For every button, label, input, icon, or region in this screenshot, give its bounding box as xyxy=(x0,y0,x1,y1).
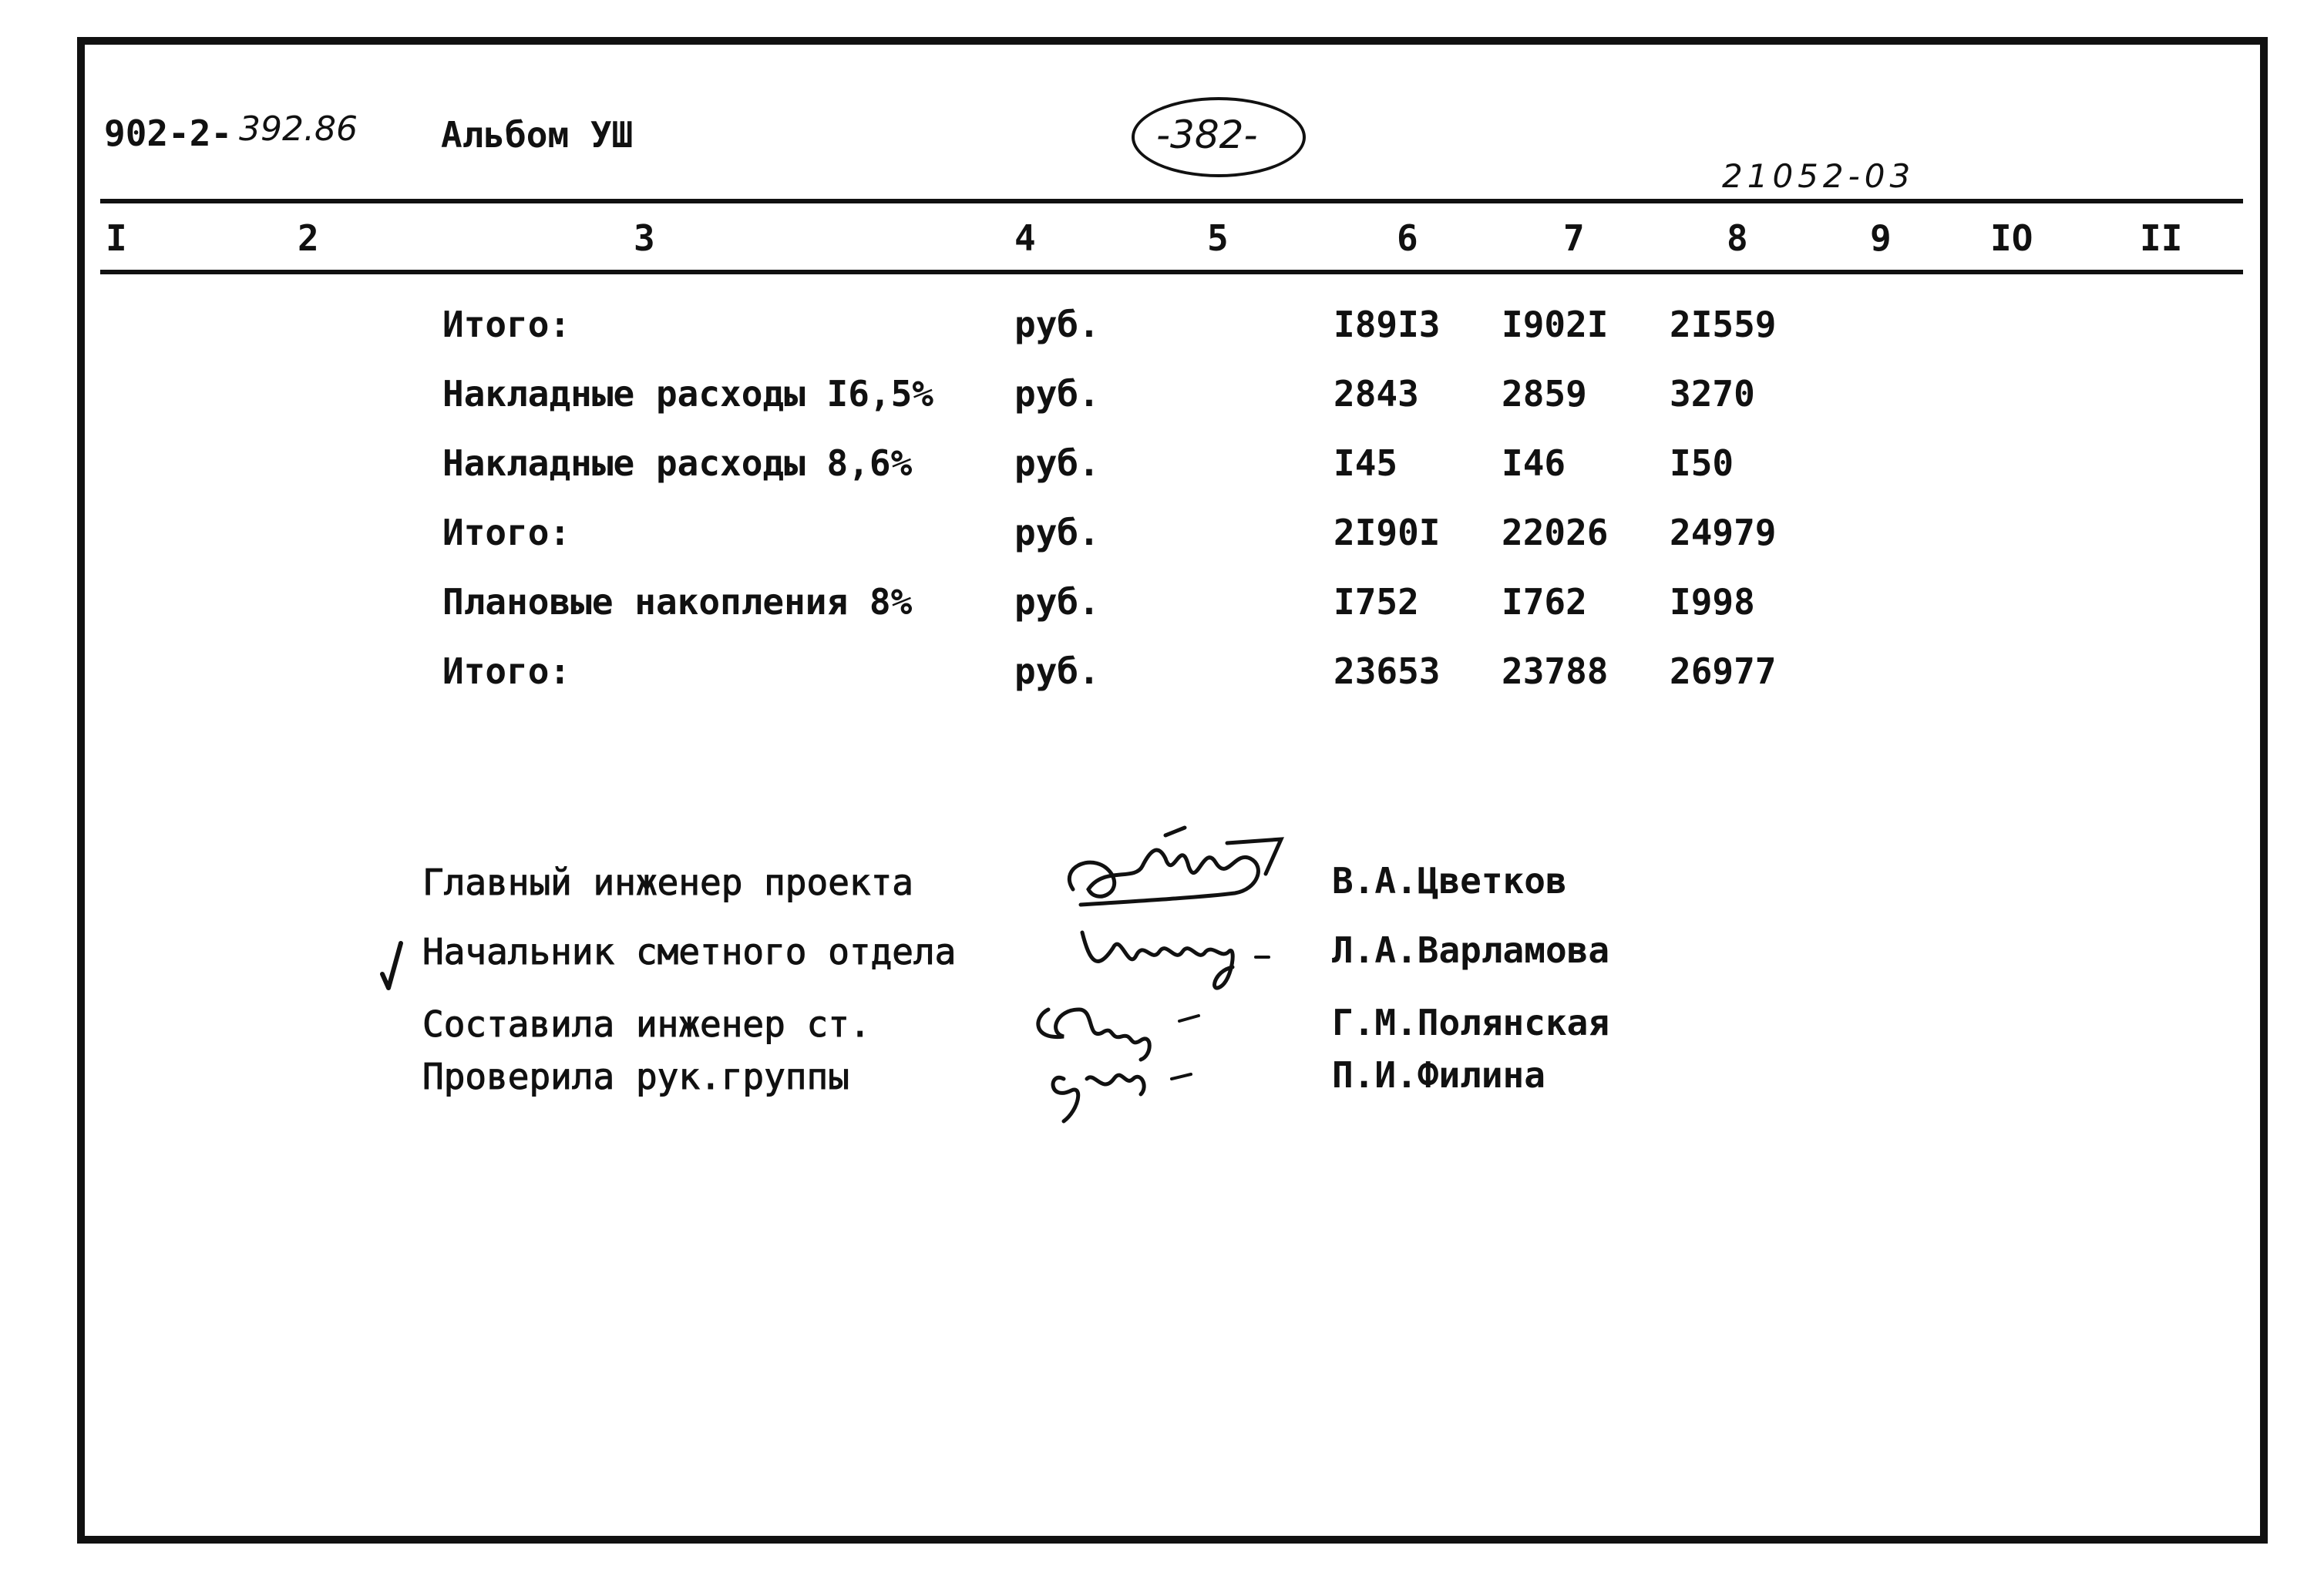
doc-prefix: 902-2- xyxy=(104,113,233,154)
column-header: 7 xyxy=(1563,217,1585,259)
column-header: I xyxy=(106,217,127,259)
signature-person: П.И.Филина xyxy=(1332,1054,1545,1096)
column-header: 2 xyxy=(298,217,319,259)
signature-scribble-icon xyxy=(1017,994,1264,1125)
column-header: 8 xyxy=(1727,217,1748,259)
column-header: 6 xyxy=(1397,217,1418,259)
row-unit: руб. xyxy=(1014,442,1100,484)
row-col7: I762 xyxy=(1502,581,1587,623)
row-label: Итого: xyxy=(442,512,571,553)
signature-scribble-icon xyxy=(1067,917,1290,1002)
signature-person: В.А.Цветков xyxy=(1332,860,1567,902)
album-label: Альбом УШ xyxy=(441,114,634,156)
doc-hand-number: 392.86 xyxy=(239,109,358,149)
row-col6: I89I3 xyxy=(1334,304,1441,345)
row-label: Накладные расходы I6,5% xyxy=(442,373,933,415)
row-unit: руб. xyxy=(1014,512,1100,553)
row-col7: I902I xyxy=(1502,304,1609,345)
row-unit: руб. xyxy=(1014,373,1100,415)
row-col8: 26977 xyxy=(1670,650,1777,692)
row-label: Плановые накопления 8% xyxy=(442,581,913,623)
signature-person: Г.М.Полянская xyxy=(1332,1002,1610,1043)
row-unit: руб. xyxy=(1014,650,1100,692)
row-col8: 2I559 xyxy=(1670,304,1777,345)
row-unit: руб. xyxy=(1014,304,1100,345)
row-label: Накладные расходы 8,6% xyxy=(442,442,913,484)
row-label: Итого: xyxy=(442,304,571,345)
row-col6: 23653 xyxy=(1334,650,1441,692)
row-unit: руб. xyxy=(1014,581,1100,623)
signature-role: Проверила рук.группы xyxy=(422,1056,849,1097)
signature-person: Л.А.Варламова xyxy=(1332,929,1610,971)
row-col8: I998 xyxy=(1670,581,1755,623)
row-col6: 2I90I xyxy=(1334,512,1441,553)
column-header: II xyxy=(2140,217,2183,259)
code-hand: 21052-03 xyxy=(1722,157,1915,195)
signature-role: Начальник сметного отдела xyxy=(422,931,957,973)
column-header: 9 xyxy=(1870,217,1892,259)
column-header: 5 xyxy=(1207,217,1229,259)
row-col7: 23788 xyxy=(1502,650,1609,692)
page-stamp-number: -382- xyxy=(1156,113,1258,157)
header-bottom-rule xyxy=(100,270,2243,274)
row-col8: 24979 xyxy=(1670,512,1777,553)
row-col6: 2843 xyxy=(1334,373,1419,415)
check-mark-icon xyxy=(378,940,409,994)
row-col7: 22026 xyxy=(1502,512,1609,553)
row-label: Итого: xyxy=(442,650,571,692)
row-col8: 3270 xyxy=(1670,373,1755,415)
page-frame xyxy=(77,37,2268,1544)
column-header: 4 xyxy=(1014,217,1036,259)
header-top-rule xyxy=(100,199,2243,203)
signature-scribble-icon xyxy=(1050,820,1297,928)
signature-role: Составила инженер ст. xyxy=(422,1003,871,1045)
row-col6: I45 xyxy=(1334,442,1398,484)
row-col6: I752 xyxy=(1334,581,1419,623)
row-col7: 2859 xyxy=(1502,373,1587,415)
column-header: 3 xyxy=(634,217,655,259)
signature-role: Главный инженер проекта xyxy=(422,862,913,903)
column-header: IO xyxy=(1990,217,2033,259)
row-col8: I50 xyxy=(1670,442,1734,484)
row-col7: I46 xyxy=(1502,442,1566,484)
